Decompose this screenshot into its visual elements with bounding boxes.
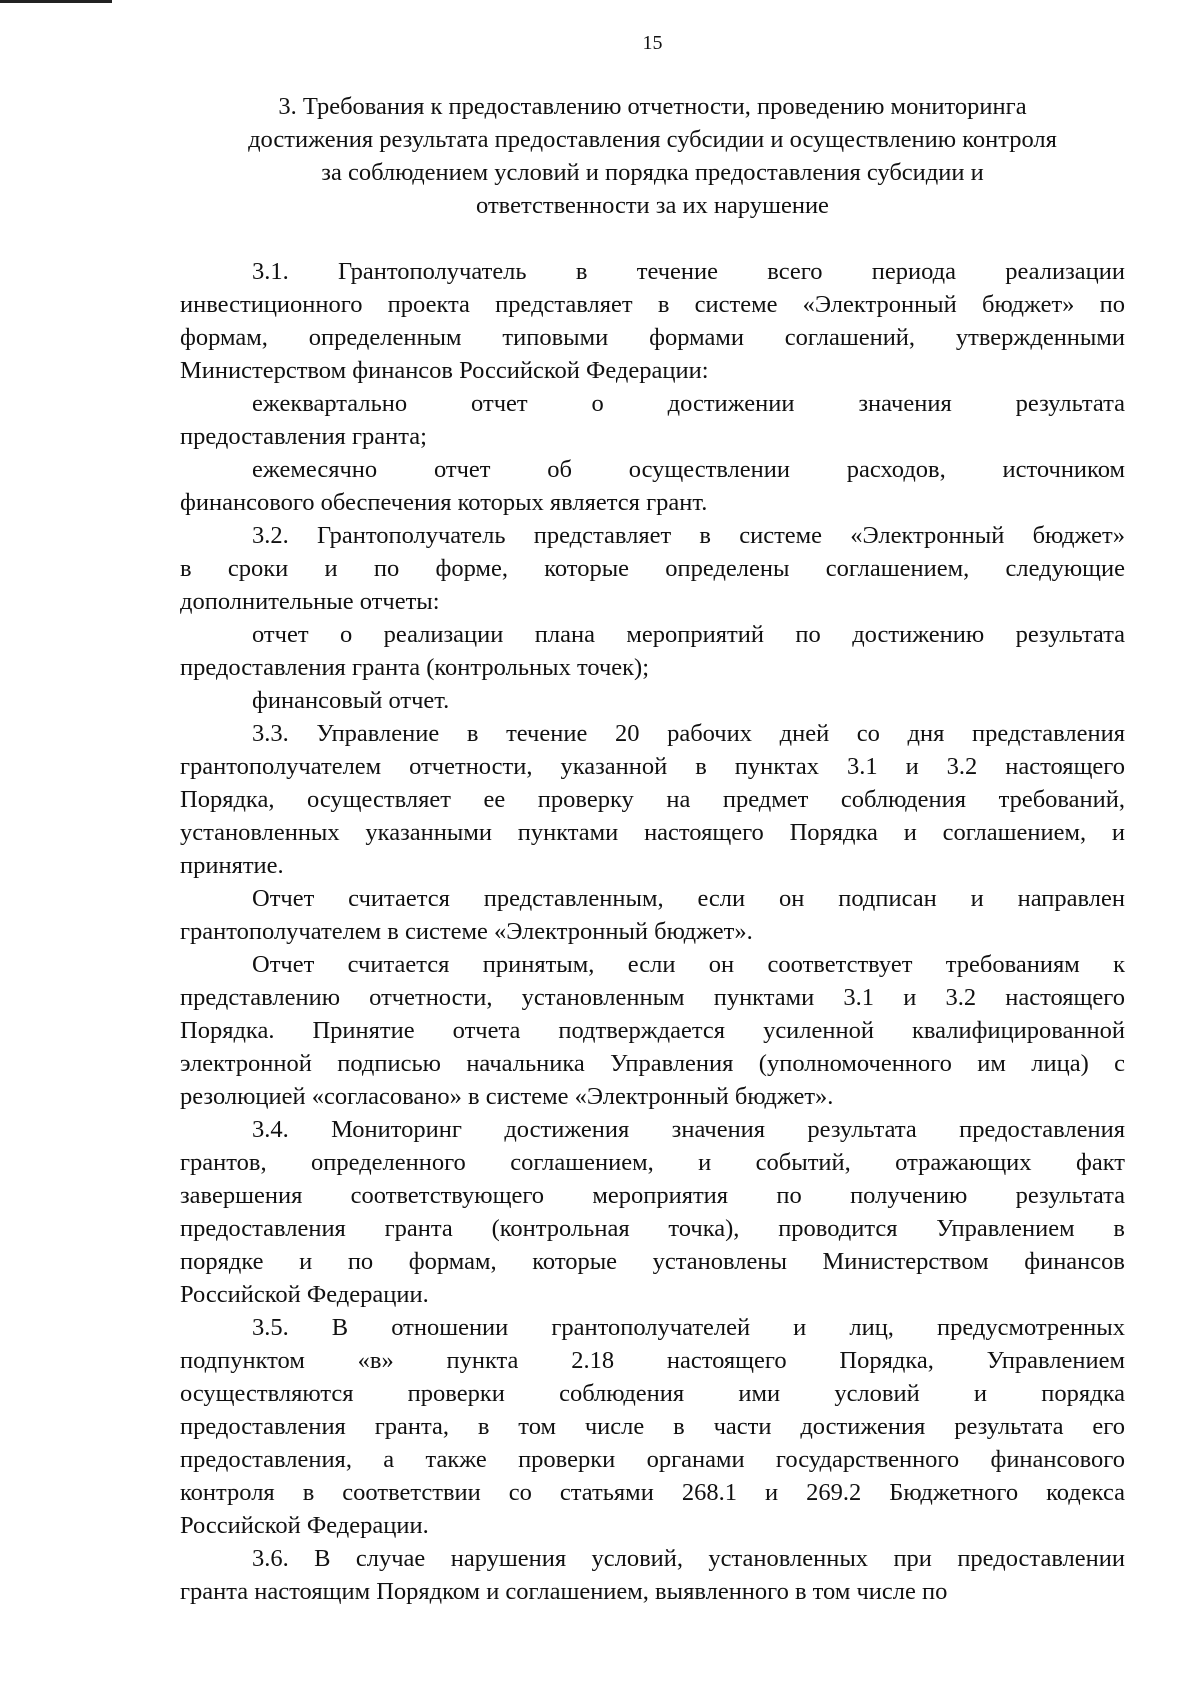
document-page — [180, 30, 1125, 1608]
paragraph-line: контроля в соответствии со статьями 268.1 и 269.2 Бюджетного кодекса — [180, 1479, 1125, 1506]
paragraph — [180, 1113, 1125, 1311]
paragraph-line: формам, определенным типовыми формами соглашений, утвержденными — [180, 324, 1125, 351]
scan-edge-mark — [0, 0, 112, 3]
paragraph-line: финансового обеспечения которых является грант. — [180, 489, 708, 516]
heading-line: за соблюдением условий и порядка предоставления субсидии и — [321, 159, 984, 186]
paragraph-line: гранта настоящим Порядком и соглашением, выявленного в том числе по — [180, 1578, 948, 1605]
paragraph-line: 3.5. В отношении грантополучателей и лиц, предусмотренных — [252, 1314, 1125, 1341]
paragraph-line: Отчет считается представленным, если он подписан и направлен — [252, 885, 1125, 912]
paragraph-line: 3.4. Мониторинг достижения значения результата предоставления — [252, 1116, 1125, 1143]
paragraph-line: 3.6. В случае нарушения условий, установленных при предоставлении — [252, 1545, 1125, 1572]
paragraph — [180, 1542, 1125, 1608]
paragraph-line: электронной подписью начальника Управления (уполномоченного им лица) с — [180, 1050, 1125, 1077]
paragraph-line: грантополучателем отчетности, указанной в пунктах 3.1 и 3.2 настоящего — [180, 753, 1125, 780]
section-heading — [180, 90, 1125, 222]
paragraph-line: инвестиционного проекта представляет в системе «Электронный бюджет» по — [180, 291, 1125, 318]
paragraph-line: предоставления гранта (контрольная точка), проводится Управлением в — [180, 1215, 1125, 1242]
paragraph — [180, 453, 1125, 519]
paragraph-line: Министерством финансов Российской Федерации: — [180, 357, 709, 384]
document-body — [180, 255, 1125, 1608]
paragraph-line: Порядка, осуществляет ее проверку на предмет соблюдения требований, — [180, 786, 1125, 813]
paragraph-line: предоставления гранта; — [180, 423, 427, 450]
paragraph-line: Отчет считается принятым, если он соответствует требованиям к — [252, 951, 1125, 978]
paragraph-line: отчет о реализации плана мероприятий по достижению результата — [252, 621, 1125, 648]
paragraph — [180, 387, 1125, 453]
paragraph-line: грантов, определенного соглашением, и событий, отражающих факт — [180, 1149, 1125, 1176]
paragraph-line: предоставления гранта, в том числе в части достижения результата его — [180, 1413, 1125, 1440]
paragraph-line: предоставления гранта (контрольных точек); — [180, 654, 650, 681]
paragraph-line: резолюцией «согласовано» в системе «Электронный бюджет». — [180, 1083, 834, 1110]
paragraph-line: 3.2. Грантополучатель представляет в системе «Электронный бюджет» — [252, 522, 1125, 549]
paragraph-line: грантополучателем в системе «Электронный бюджет». — [180, 918, 753, 945]
paragraph-line: Российской Федерации. — [180, 1281, 429, 1308]
paragraph-line: ежемесячно отчет об осуществлении расходов, источником — [252, 456, 1125, 483]
paragraph — [180, 717, 1125, 882]
paragraph-line: принятие. — [180, 852, 284, 879]
paragraph — [180, 1311, 1125, 1542]
paragraph-line: осуществляются проверки соблюдения ими условий и порядка — [180, 1380, 1125, 1407]
paragraph-line: порядке и по формам, которые установлены Министерством финансов — [180, 1248, 1125, 1275]
paragraph-line: финансовый отчет. — [252, 687, 450, 714]
paragraph-line: предоставления, а также проверки органами государственного финансового — [180, 1446, 1125, 1473]
heading-line: достижения результата предоставления субсидии и осуществлению контроля — [248, 126, 1057, 153]
paragraph-line: 3.3. Управление в течение 20 рабочих дней со дня представления — [252, 720, 1125, 747]
paragraph — [180, 948, 1125, 1113]
paragraph — [180, 684, 1125, 717]
paragraph-line: завершения соответствующего мероприятия по получению результата — [180, 1182, 1125, 1209]
paragraph-line: 3.1. Грантополучатель в течение всего периода реализации — [252, 258, 1125, 285]
paragraph-line: Порядка. Принятие отчета подтверждается усиленной квалифицированной — [180, 1017, 1125, 1044]
paragraph — [180, 519, 1125, 618]
paragraph-line: дополнительные отчеты: — [180, 588, 440, 615]
paragraph — [180, 618, 1125, 684]
paragraph-line: представлению отчетности, установленным пунктами 3.1 и 3.2 настоящего — [180, 984, 1125, 1011]
paragraph — [180, 255, 1125, 387]
heading-line: 3. Требования к предоставлению отчетности, проведению мониторинга — [278, 93, 1027, 120]
page-number: 15 — [642, 32, 663, 54]
paragraph-line: ежеквартально отчет о достижении значения результата — [252, 390, 1125, 417]
paragraph — [180, 882, 1125, 948]
paragraph-line: в сроки и по форме, которые определены соглашением, следующие — [180, 555, 1125, 582]
heading-line: ответственности за их нарушение — [476, 192, 829, 219]
paragraph-line: установленных указанными пунктами настоящего Порядка и соглашением, и — [180, 819, 1125, 846]
paragraph-line: Российской Федерации. — [180, 1512, 429, 1539]
paragraph-line: подпунктом «в» пункта 2.18 настоящего Порядка, Управлением — [180, 1347, 1125, 1374]
